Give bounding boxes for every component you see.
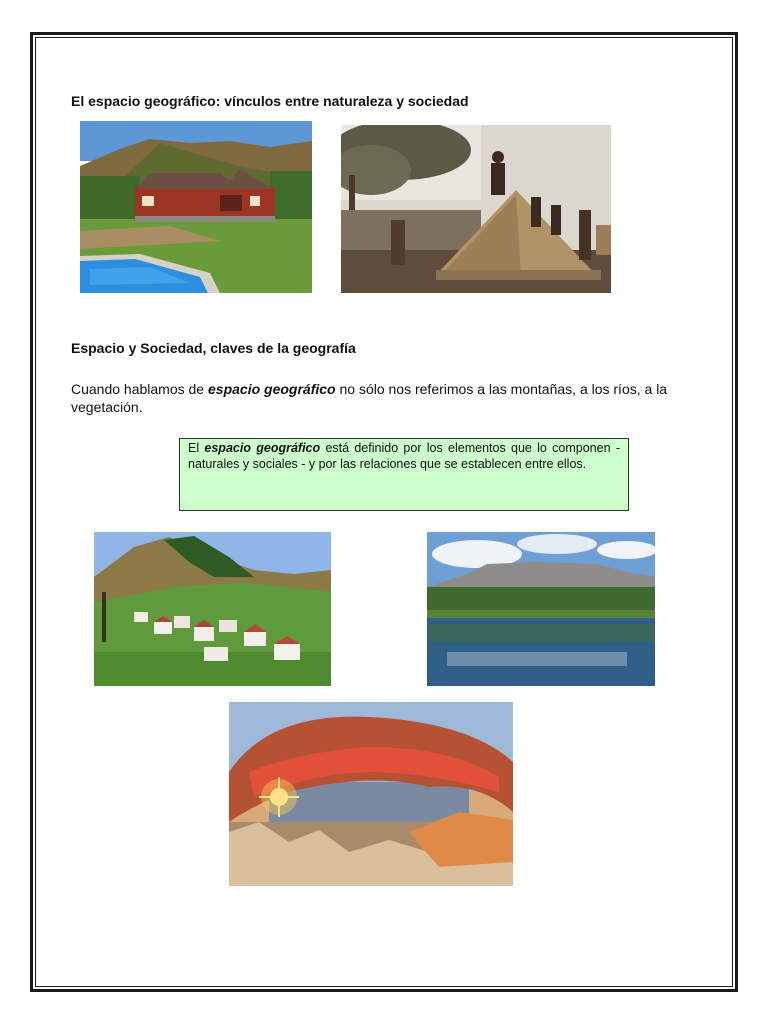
- photo-river-with-mesa: [427, 532, 655, 686]
- definition-box: [179, 438, 629, 511]
- paragraph-text-end: no sólo nos referimos a las montañas, a los ríos, a la vegetación.: [71, 381, 668, 415]
- photo-thatched-hut-village: [341, 125, 611, 293]
- paragraph-emphasis: espacio geográfico: [208, 381, 336, 397]
- photo-hillside-village: [94, 532, 331, 686]
- definition-text-end: está definido por los elementos que lo componen - naturales y sociales - y por las relaciones que se establecen entre ellos.: [188, 441, 620, 471]
- definition-emphasis: espacio geográfico: [204, 441, 321, 455]
- intro-paragraph: [71, 380, 721, 416]
- photo-rock-arch-sunrise: [229, 702, 513, 886]
- definition-text-start: El: [188, 441, 205, 455]
- heading-space-society: Espacio y Sociedad, claves de la geografía: [71, 340, 356, 356]
- heading-nature-society: El espacio geográfico: vínculos entre naturaleza y sociedad: [71, 93, 469, 109]
- paragraph-text-start: Cuando hablamos de: [71, 381, 208, 397]
- photo-cabin-with-pool: [80, 121, 312, 293]
